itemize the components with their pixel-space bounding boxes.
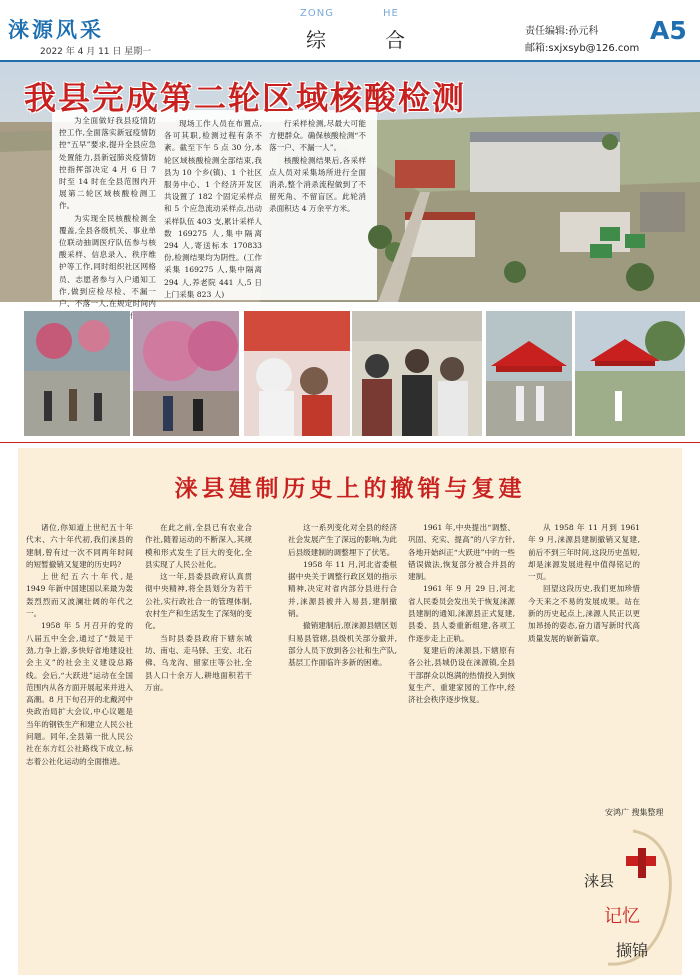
article1-column-3 [269,118,366,216]
headline-main: 我县完成第二轮区域核酸检测 [24,79,467,117]
editor-credit: 责任编辑:孙元科 [525,26,599,37]
photo-swab-sampling [244,311,350,436]
svg-text:记忆: 记忆 [604,906,640,927]
article2-paragraph: 1958 年 11 月,河北省委根据中央关于调整行政区划的指示精神,决定对省内部分县进行合并,涞源县被并入易县,建制撤销。 [288,559,397,619]
article2-paragraph: 这一年,县委县政府认真贯彻中央精神,将全县划分为若干公社,实行政社合一的管理体制,农村生产和生活发生了深刻的变化。 [145,572,252,631]
article2-paragraph: 1961 年 9 月 29 日,河北省人民委员会发出关于恢复涞源县建制的通知,涞源县正式复建,县委、县人委重新组建,各项工作逐步走上正轨。 [408,584,515,643]
issue-date: 2022 年 4 月 11 日 星期一 [40,47,152,57]
page-number: A5 [650,16,687,45]
article1-paragraph: 核酸检测结果后,各采样点人员对采集场所进行全面消杀,整个消杀流程做到了不留死角、不留盲区。此轮消杀面积达 4 万余平方米。 [269,155,366,214]
section-roman-1: ZONG [300,8,334,19]
article2-paragraph: 当时县委县政府下辖东城坊、南屯、走马驿、王安、北石佛、乌龙沟、留家庄等公社,全县人口十余万人,耕地面积若干万亩。 [145,633,252,692]
article2-column-1 [26,522,133,768]
editor-email: 邮箱:sxjxsyb@126.com [525,43,640,54]
section-title-2: 合 [385,28,405,52]
article1-column-1 [59,115,156,335]
svg-text:撷锦: 撷锦 [616,941,649,960]
article2-column-3 [288,522,397,670]
article2-paragraph: 上世纪五六十年代,是 1949 年新中国建国以来最为轰轰烈烈而又波澜壮阔的年代之一。 [26,572,133,619]
article2-paragraph: 从 1958 年 11 月到 1961 年 9 月,涞源县建制撤销又复建,前后不到三年时间,这段历史虽短,却是涞源发展进程中值得铭记的一页。 [528,523,640,582]
article2-column-5 [528,522,640,645]
newspaper-brand: 涞源风采 [8,17,104,42]
photo-registration [352,311,482,436]
byline: 安鸿广 搜集整理 [605,808,664,817]
photo-blossoms [133,311,239,436]
photo-outdoor-tent [575,311,685,436]
article2-paragraph: 回望这段历史,我们更加珍惜今天来之不易的发展成果。站在新的历史起点上,涞源人民正以更加昂扬的姿态,奋力谱写新时代高质量发展的崭新篇章。 [528,584,640,643]
article1-paragraph: 为全面做好我县疫情防控工作,全面落实新冠疫情防控“五早”要求,提升全县应急处置能力,县新冠肺炎疫情防控指挥部决定 4 月 6 日 7 时至 14 时在全县范围内开展第二轮区域核酸检测工作。 [59,116,156,211]
article2-paragraph: 复建后的涞源县,下辖原有各公社,县城仍设在涞源镇,全县干部群众以饱满的热情投入到恢复生产、重建家园的工作中,经济社会秩序逐步恢复。 [408,645,515,705]
section-title-1: 综 [306,28,326,52]
section-roman-2: HE [383,8,399,19]
section-divider [0,442,700,443]
article2-column-2 [145,522,252,694]
photo-line-queue [24,311,130,436]
photo-red-tent [486,311,572,436]
article2-paragraph: 在此之前,全县已有农业合作社,随着运动的不断深入,其规模和形式发生了巨大的变化,全县实现了人民公社化。 [145,523,252,569]
article1-paragraph: 为实现全民核酸检测全覆盖,全县各级机关、事业单位联动抽调医疗队伍参与核酸采样、信息录入、秩序维护等工作,同时组织社区网格员、志愿者参与入户通知工作,做到应检尽检、不漏一户、不落一人,在规定时间内 [59,213,156,309]
svg-text:涞县: 涞县 [584,872,615,890]
column-logo [578,826,678,968]
article2-column-4 [408,522,515,706]
article2-paragraph: 这一系列变化对全县的经济社会发展产生了深远的影响,为此后县级建制的调整埋下了伏笔。 [288,523,397,557]
article1-paragraph: 行采样检测,尽最大可能方便群众。确保核酸检测“不落一户、不漏一人”。 [269,119,366,153]
article2-paragraph: 1961 年,中央提出“调整、巩固、充实、提高”的八字方针,各地开始纠正“大跃进”中的一些错误做法,恢复部分被合并县的建制。 [408,523,515,582]
headline-history: 涞县建制历史上的撤销与复建 [174,476,526,502]
article1-column-2 [164,118,262,301]
article2-paragraph: 诸位,你知道上世纪五十年代末、六十年代初,我们涞县的建制,曾有过一次不同两年时间的短暂撤销又复建的历史吗? [26,523,133,569]
article2-paragraph: 撤销建制后,原涞源县辖区划归易县管辖,县级机关部分撤并,部分人员下放到各公社和生产队,基层工作面临许多新的困难。 [288,621,397,668]
article2-paragraph: 1958 年 5 月召开的党的八届五中全会,通过了“鼓足干劲,力争上游,多快好省地建设社会主义”的社会主义建设总路线。会后,“大跃进”运动在全国范围内从各方面开展起来并进入高潮。8 月下旬召开的北戴河中央政治局扩大会议,中心议题是当年的钢铁生产和建立人民公社问题。同年,全县第一批人民公社在东方红公社路线下成立,标志着公社化运动的全面推进。 [26,621,133,766]
article1-paragraph: 现场工作人员在布置点,各可其职,检测过程有条不紊。截至下午 5 点 30 分,本轮区域核酸检测全部结束,我县为 10 个乡(镇)、1 个社区服务中心、1 个经济开发区共设置了 182 个固定采样点和 5 个应急流动采样点,出动采样队伍 403 支,累计采样人数 169275 人,集中隔离 294 人,寄送标本 170833 份,检测结果均为阴性。(工作采集 169275 人,集中隔离 294 人,养老院 441 人,5 日上门采集 823 人) [164,119,262,299]
